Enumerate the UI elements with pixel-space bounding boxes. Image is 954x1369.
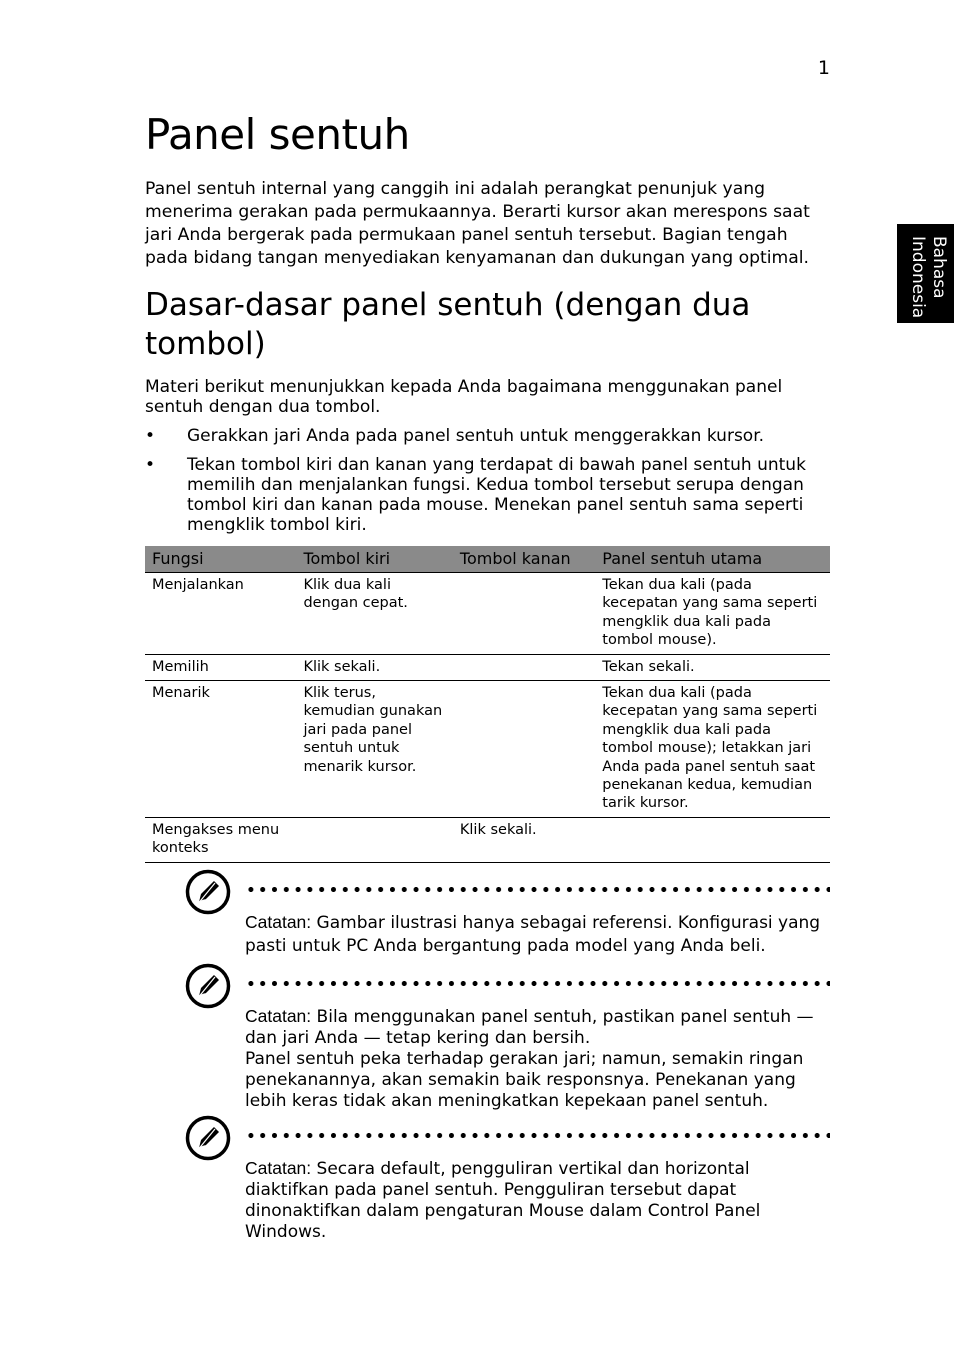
- note-body: Gambar ilustrasi hanya sebagai referensi. Konfigurasi yang pasti untuk PC Anda bergantung pada model yang Anda beli.: [245, 913, 821, 956]
- dotted-separator: [245, 1133, 830, 1138]
- note-body: Secara default, pengguliran vertikal dan horizontal diaktifkan pada panel sentuh. Pengguliran tersebut dapat dinonaktifkan dalam pengaturan Mouse dalam Control Panel Windows.: [245, 1159, 761, 1242]
- bullet-text: Gerakkan jari Anda pada panel sentuh untuk menggerakkan kursor.: [187, 426, 765, 446]
- table-cell: Memilih: [145, 654, 296, 680]
- table-row: [145, 654, 830, 680]
- note-body: Bila menggunakan panel sentuh, pastikan panel sentuh — dan jari Anda — tetap kering dan bersih.: [245, 1007, 814, 1048]
- language-tab: [897, 224, 954, 323]
- table-cell: Tekan dua kali (pada kecepatan yang sama seperti mengklik dua kali pada tombol mouse); letakkan jari Anda pada panel sentuh saat penekanan kedua, kemudian tarik kursor.: [595, 681, 830, 818]
- note-text: [245, 911, 835, 958]
- table-cell: Klik dua kali dengan cepat.: [296, 573, 452, 655]
- table-row: [145, 817, 830, 862]
- column-header: Tombol kanan: [453, 546, 595, 573]
- note-icon: [185, 869, 231, 915]
- note-icon: [185, 1115, 231, 1161]
- note-paragraph: [245, 1006, 835, 1049]
- table-cell: Klik sekali.: [296, 654, 452, 680]
- bullet-text: Tekan tombol kiri dan kanan yang terdapat di bawah panel sentuh untuk memilih dan menjalankan fungsi. Kedua tombol tersebut serupa dengan tombol kiri dan kanan pada mouse. Menekan panel sentuh sama seperti mengklik tombol kiri.: [187, 455, 806, 535]
- table-cell: [453, 654, 595, 680]
- note-label: Catatan:: [245, 912, 312, 932]
- column-header: Tombol kiri: [296, 546, 452, 573]
- dotted-separator: [245, 887, 830, 892]
- note-label: Catatan:: [245, 1006, 312, 1026]
- table-cell: Mengakses menu konteks: [145, 817, 296, 862]
- note-paragraph: Panel sentuh peka terhadap gerakan jari; namun, semakin ringan penekanannya, akan semakin baik responsnya. Penekanan yang lebih keras tidak akan meningkatkan kepekaan panel sentuh.: [245, 1049, 804, 1111]
- intro-paragraph: Panel sentuh internal yang canggih ini adalah perangkat penunjuk yang menerima gerakan pada permukaannya. Berarti kursor akan merespons saat jari Anda bergerak pada permukaan panel sentuh tersebut. Bagian tengah pada bidang tangan menyediakan kenyamanan dan dukungan yang optimal.: [145, 179, 810, 268]
- functions-table: [145, 546, 830, 863]
- bullet-dot-icon: •: [145, 455, 156, 475]
- table-cell: [453, 681, 595, 818]
- table-cell: [296, 817, 452, 862]
- bullet-dot-icon: •: [145, 426, 156, 446]
- table-cell: Tekan sekali.: [595, 654, 830, 680]
- table-row: [145, 573, 830, 655]
- table-cell: Menarik: [145, 681, 296, 818]
- dotted-separator: [245, 981, 830, 986]
- table-cell: Klik terus, kemudian gunakan jari pada panel sentuh untuk menarik kursor.: [296, 681, 452, 818]
- note-text: [245, 1158, 835, 1243]
- table-cell: [453, 573, 595, 655]
- note-icon: [185, 963, 231, 1009]
- section-intro: Materi berikut menunjukkan kepada Anda bagaimana menggunakan panel sentuh dengan dua tombol.: [145, 377, 783, 417]
- column-header: Fungsi: [145, 546, 296, 573]
- page-title: Panel sentuh: [145, 110, 410, 159]
- language-tab-label: Bahasa Indonesia: [908, 236, 949, 319]
- table-cell: Tekan dua kali (pada kecepatan yang sama seperti mengklik dua kali pada tombol mouse).: [595, 573, 830, 655]
- section-heading: Dasar-dasar panel sentuh (dengan dua tombol): [145, 287, 751, 362]
- table-header-row: [145, 546, 830, 573]
- note-label: Catatan:: [245, 1158, 312, 1178]
- table-cell: Klik sekali.: [453, 817, 595, 862]
- table-cell: [595, 817, 830, 862]
- column-header: Panel sentuh utama: [595, 546, 830, 573]
- table-cell: Menjalankan: [145, 573, 296, 655]
- page-number: 1: [817, 57, 830, 79]
- note-text: [245, 1006, 835, 1112]
- table-row: [145, 681, 830, 818]
